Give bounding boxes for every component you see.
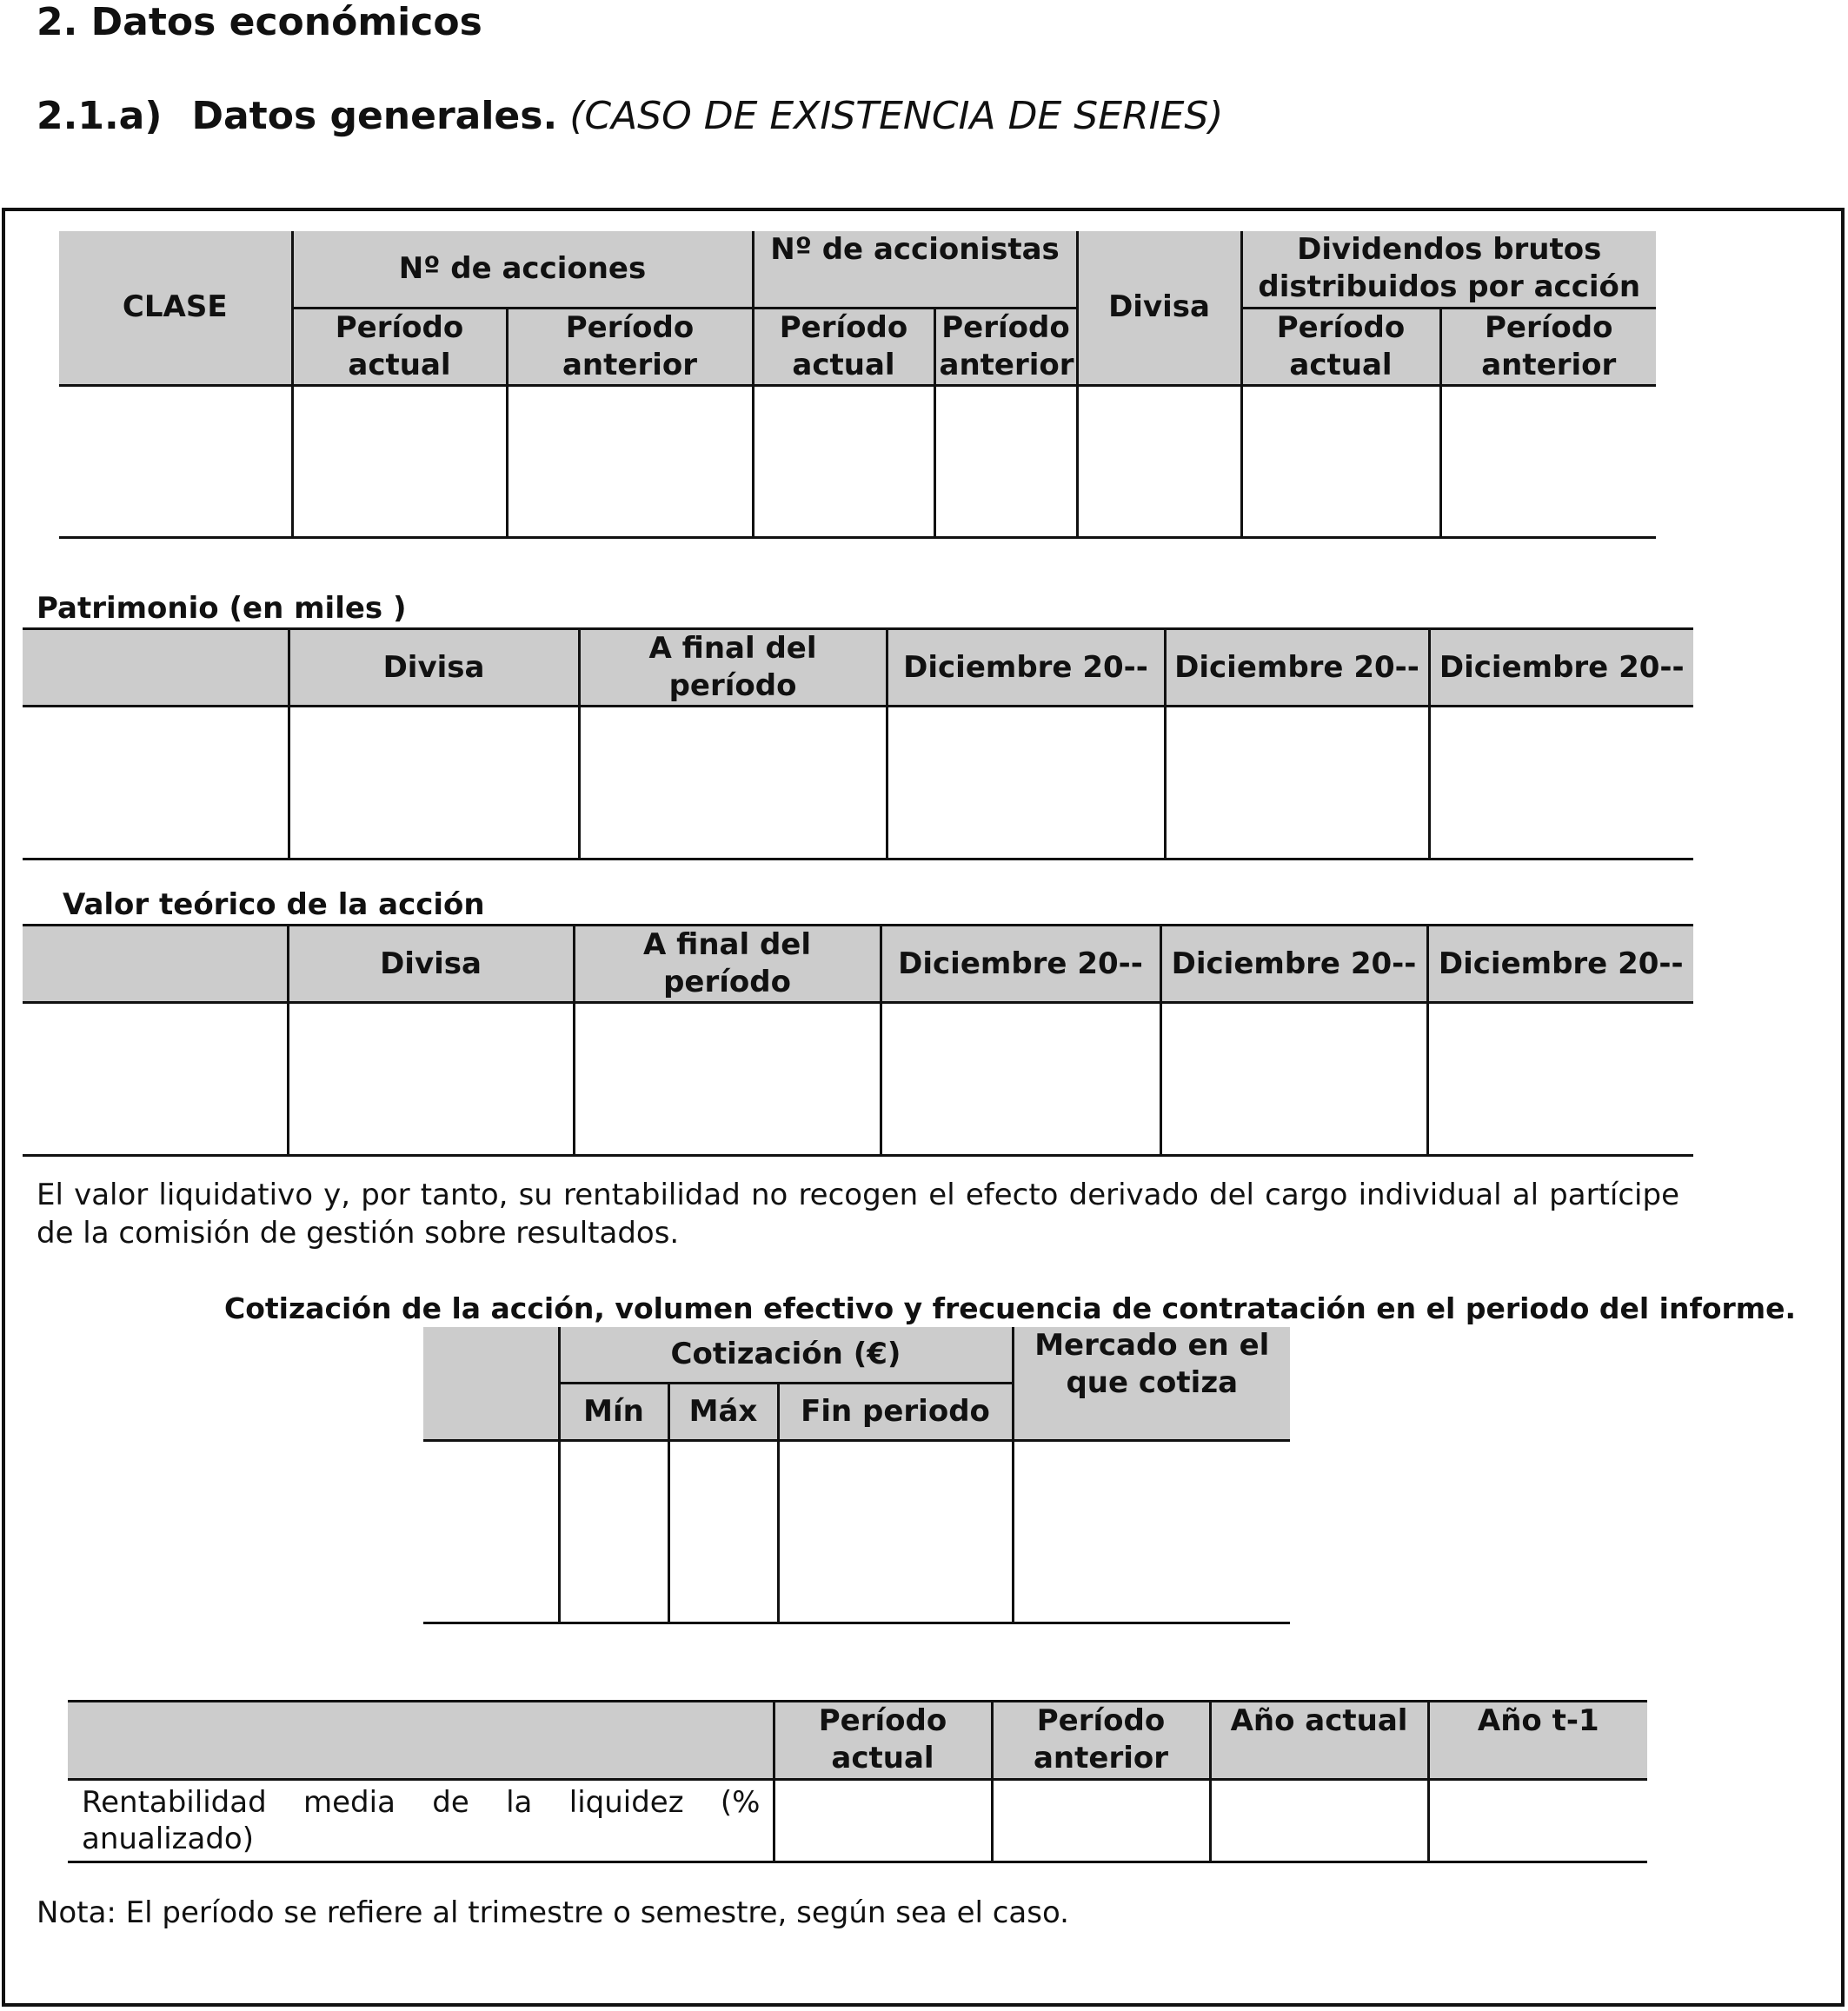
valor-header-final: A final del período [574,926,881,1003]
rentabilidad-header-periodo-anterior: Período anterior [992,1702,1210,1780]
patrimonio-header-dic-3: Diciembre 20-- [1429,629,1693,707]
table-cell[interactable] [288,1003,574,1156]
table-cell[interactable] [1160,1003,1427,1156]
header-divisa: Divisa [1077,231,1241,385]
header-clase: CLASE [59,231,292,385]
patrimonio-header-dic-2: Diciembre 20-- [1165,629,1429,707]
valor-teorico-table [23,924,1693,1157]
table-cell[interactable] [289,707,579,859]
header-dividendos-actual: Período actual [1241,308,1440,385]
table-cell[interactable] [887,707,1165,859]
table-cell[interactable] [1165,707,1429,859]
patrimonio-label: Patrimonio (en miles ) [37,591,407,626]
subsection-subtitle: (CASO DE EXISTENCIA DE SERIES) [569,94,1224,138]
table-cell[interactable] [559,1440,668,1623]
table-cell[interactable] [778,1440,1013,1623]
table-cell[interactable] [507,385,753,537]
table-cell[interactable] [1013,1440,1290,1623]
subsection-number: 2.1.a) [37,94,163,138]
subsection-title: Datos generales. [191,94,558,138]
table-cell[interactable] [881,1003,1160,1156]
cotizacion-header-precio: Cotización (€) [559,1327,1013,1383]
table-row [68,1780,1647,1862]
table-cell[interactable] [423,1440,559,1623]
patrimonio-header-final: A final del período [579,629,887,707]
cotizacion-header-mercado: Mercado en el que cotiza [1013,1327,1290,1440]
header-acciones-anterior: Período anterior [507,308,753,385]
table-cell[interactable] [1077,385,1241,537]
header-num-accionistas: Nº de accionistas [753,231,1077,308]
patrimonio-table [23,627,1693,860]
header-accionistas-anterior: Período anterior [934,308,1077,385]
valor-header-blank [23,926,288,1003]
rentabilidad-header-blank [68,1702,774,1780]
rentabilidad-header-ano-t1: Año t-1 [1428,1702,1647,1780]
table-cell[interactable] [23,1003,288,1156]
cotizacion-header-max: Máx [668,1383,778,1440]
valor-header-dic-1: Diciembre 20-- [881,926,1160,1003]
table-cell[interactable] [1210,1780,1428,1862]
rentabilidad-header-ano-actual: Año actual [1210,1702,1428,1780]
header-num-acciones: Nº de acciones [292,231,753,308]
header-accionistas-actual: Período actual [753,308,934,385]
table-cell[interactable] [1440,385,1656,537]
table-cell[interactable] [579,707,887,859]
table-cell[interactable] [668,1440,778,1623]
table-cell[interactable] [1241,385,1440,537]
patrimonio-header-dic-1: Diciembre 20-- [887,629,1165,707]
rentabilidad-header-periodo-actual: Período actual [774,1702,992,1780]
table-row [23,707,1693,859]
table-cell[interactable] [992,1780,1210,1862]
datos-generales-table [59,231,1656,539]
table-row [23,1003,1693,1156]
disclaimer-paragraph: El valor liquidativo y, por tanto, su rentabilidad no recogen el efecto derivado del cargo individual al partícipe de la comisión de gestión sobre resultados. [37,1178,1679,1251]
rentabilidad-row-label: Rentabilidad media de la liquidez (% anualizado) [68,1780,774,1862]
table-cell[interactable] [774,1780,992,1862]
table-cell[interactable] [59,385,292,537]
cotizacion-header-blank [423,1327,559,1440]
patrimonio-header-divisa: Divisa [289,629,579,707]
cotizacion-table [423,1327,1290,1624]
table-cell[interactable] [1427,1003,1693,1156]
valor-teorico-label: Valor teórico de la acción [63,887,485,922]
rentabilidad-table [68,1700,1647,1863]
valor-header-dic-3: Diciembre 20-- [1427,926,1693,1003]
valor-header-divisa: Divisa [288,926,574,1003]
table-cell[interactable] [574,1003,881,1156]
section-title: 2. Datos económicos [37,0,482,44]
table-cell[interactable] [1429,707,1693,859]
patrimonio-header-blank [23,629,289,707]
valor-header-dic-2: Diciembre 20-- [1160,926,1427,1003]
table-cell[interactable] [1428,1780,1647,1862]
header-acciones-actual: Período actual [292,308,507,385]
table-cell[interactable] [934,385,1077,537]
table-row [423,1440,1290,1623]
header-dividendos: Dividendos brutos distribuidos por acción [1241,231,1656,308]
table-cell[interactable] [753,385,934,537]
subsection-heading [37,94,1223,138]
cotizacion-header-fin: Fin periodo [778,1383,1013,1440]
cotizacion-title: Cotización de la acción, volumen efectivo y frecuencia de contratación en el periodo del informe. [224,1291,1797,1325]
cotizacion-header-min: Mín [559,1383,668,1440]
footnote: Nota: El período se refiere al trimestre o semestre, según sea el caso. [37,1895,1069,1930]
table-cell[interactable] [23,707,289,859]
table-cell[interactable] [292,385,507,537]
table-row [59,385,1656,537]
header-dividendos-anterior: Período anterior [1440,308,1656,385]
